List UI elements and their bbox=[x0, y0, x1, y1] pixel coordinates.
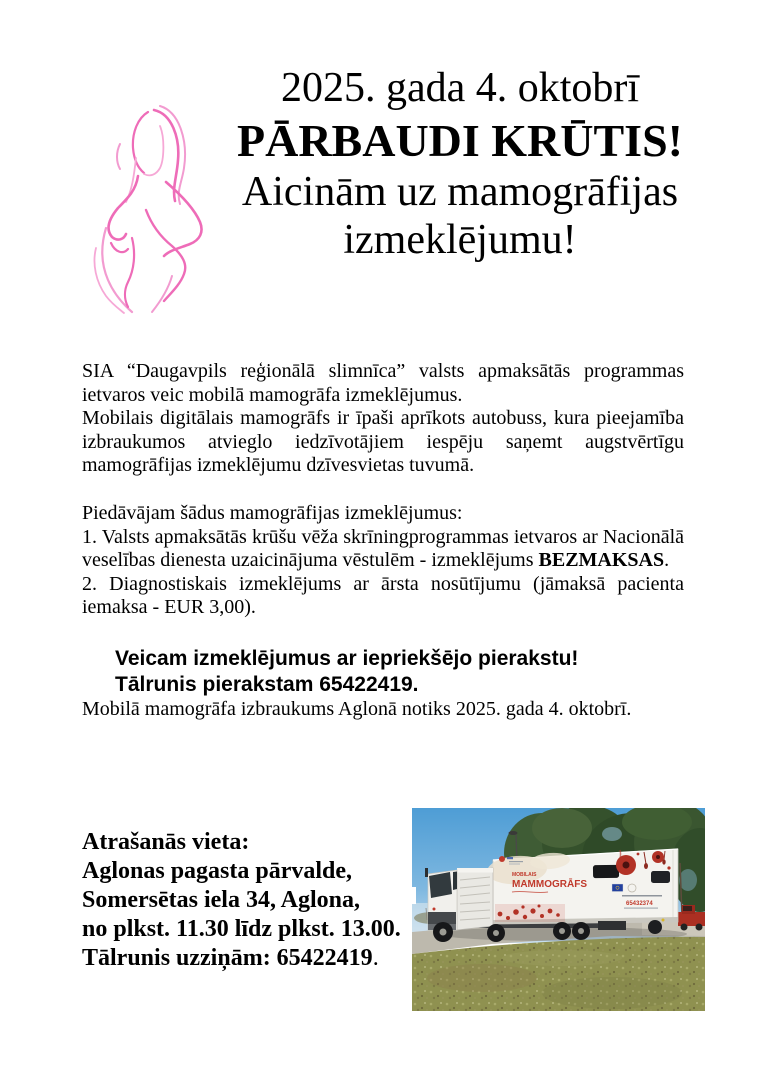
mammograph-truck-photo bbox=[412, 808, 705, 1011]
location-line-4 bbox=[82, 944, 422, 973]
offer-item-1-text: 1. Valsts apmaksātās krūšu vēža skrīningprogrammas ietvaros ar Nacionālā veselības dienesta uzaicinājuma vēstulēm - izmeklējums bbox=[82, 525, 684, 572]
appointment-line-1: Veicam izmeklējumus ar iepriekšējo pierakstu! bbox=[115, 646, 579, 670]
location-line-3: no plkst. 11.30 līdz plkst. 13.00. bbox=[82, 916, 401, 942]
title-date: 2025. gada 4. oktobrī bbox=[280, 65, 640, 111]
appointment-line-2: Tālrunis pierakstam 65422419. bbox=[115, 672, 419, 696]
location-heading: Atrašanās vieta: bbox=[82, 829, 250, 855]
offer-item-2: 2. Diagnostiskais izmeklējums ar ārsta nosūtījumu (jāmaksā pacienta iemaksa - EUR 3,00). bbox=[82, 572, 684, 619]
offer-item-1 bbox=[82, 526, 684, 573]
title-main: PĀRBAUDI KRŪTIS! bbox=[237, 115, 683, 166]
intro-paragraph-1: SIA “Daugavpils reģionālā slimnīca” valsts apmaksātās programmas ietvaros veic mobilā mamogrāfa izmeklējumus. bbox=[82, 360, 684, 406]
location-block bbox=[82, 828, 422, 973]
svg-text:65432374: 65432374 bbox=[626, 901, 653, 907]
title-block bbox=[150, 62, 764, 263]
svg-text:MOBILAIS: MOBILAIS bbox=[512, 872, 537, 878]
offer-heading: Piedāvājam šādus mamogrāfijas izmeklējumus: bbox=[82, 501, 463, 524]
svg-text:MAMMOGRĀFS: MAMMOGRĀFS bbox=[512, 879, 587, 890]
location-phone-period: . bbox=[372, 945, 379, 971]
location-phone: Tālrunis uzziņām: 65422419 bbox=[82, 945, 373, 971]
location-line-1: Aglonas pagasta pārvalde, bbox=[82, 858, 353, 884]
appointment-callout bbox=[82, 646, 684, 698]
intro-paragraph-2: Mobilais digitālais mamogrāfs ir īpaši aprīkots autobuss, kura pieejamība izbraukumos atvieglo iedzīvotājiem iespēju saņemt augstvērtīgu mamogrāfijas izmeklējumu dzīvesvietas tuvumā. bbox=[82, 407, 684, 477]
offer-item-1-free-label: BEZMAKSAS bbox=[538, 549, 665, 572]
visit-announcement: Mobilā mamogrāfa izbraukums Aglonā notiks 2025. gada 4. oktobrī. bbox=[82, 697, 632, 720]
title-sub-line1: Aicinām uz mamogrāfijas bbox=[241, 169, 679, 215]
location-line-2: Somersētas iela 34, Aglona, bbox=[82, 887, 360, 913]
body-text bbox=[82, 360, 684, 722]
offer-item-1-period: . bbox=[664, 549, 670, 572]
title-sub-line2: izmeklējumu! bbox=[343, 217, 577, 263]
